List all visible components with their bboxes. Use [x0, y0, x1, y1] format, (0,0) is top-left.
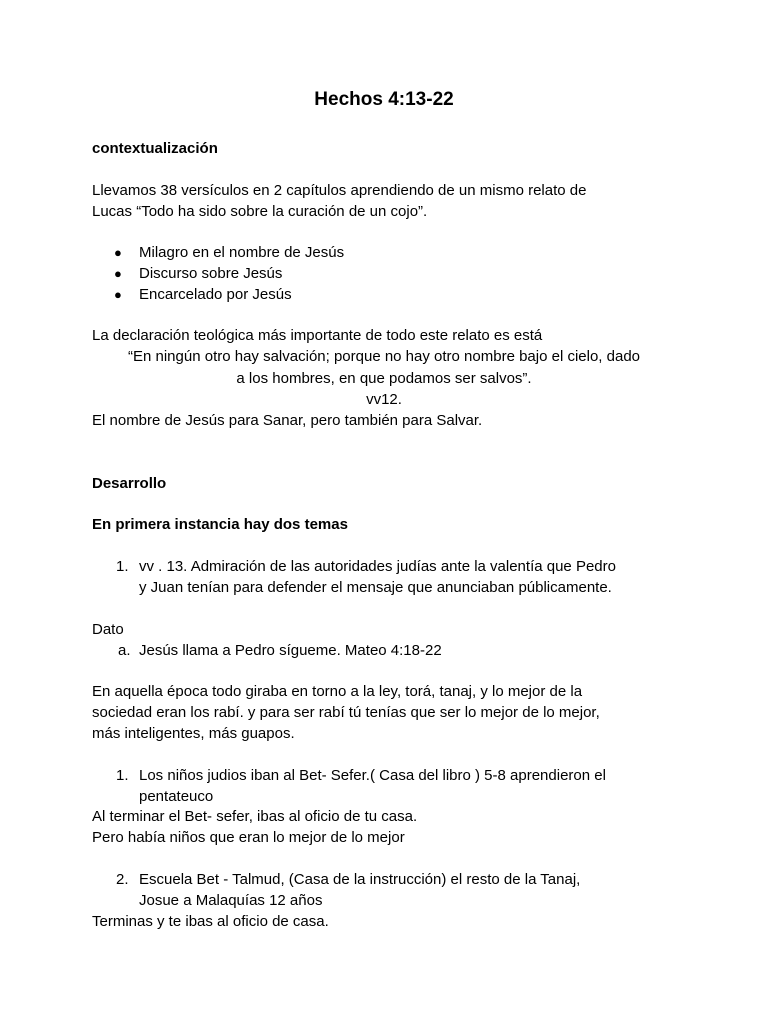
epoch-line-2: sociedad eran los rabí. y para ser rabí tú tenías que ser lo mejor de lo mejor, [92, 704, 600, 721]
intro-line-1: Llevamos 38 versículos en 2 capítulos aprendiendo de un mismo relato de [92, 182, 587, 199]
intro-line-2: Lucas “Todo ha sido sobre la curación de un cojo”. [92, 203, 428, 220]
list-number: 1. [116, 767, 129, 784]
quote-line-1: “En ningún otro hay salvación; porque no hay otro nombre bajo el cielo, dado [128, 348, 640, 365]
list-letter: a. [118, 642, 131, 659]
development-heading: Desarrollo [92, 475, 167, 492]
epoch-line-3: más inteligentes, más guapos. [92, 725, 295, 742]
numbered-text-line-1: vv . 13. Admiración de las autoridades judías ante la valentía que Pedro [139, 558, 616, 575]
bullet-marker: ● [114, 245, 122, 260]
document-title: Hechos 4:13-22 [314, 89, 454, 110]
numbered-text-line-2: Josue a Malaquías 12 años [139, 892, 323, 909]
numbered-text-line-2: y Juan tenían para defender el mensaje que anunciaban públicamente. [139, 579, 612, 596]
quote-line-2: a los hombres, en que podamos ser salvos”. [236, 370, 532, 387]
after-school-line-1: Al terminar el Bet- sefer, ibas al oficio de tu casa. [92, 808, 418, 825]
lettered-text: Jesús llama a Pedro sígueme. Mateo 4:18-22 [139, 642, 442, 659]
list-number: 2. [116, 871, 129, 888]
numbered-text-line-2: pentateuco [139, 788, 214, 805]
themes-heading: En primera instancia hay dos temas [92, 516, 348, 533]
bullet-marker: ● [114, 266, 122, 281]
bullet-marker: ● [114, 287, 122, 302]
quote-reference: vv12. [366, 391, 402, 408]
numbered-text-line-1: Escuela Bet - Talmud, (Casa de la instrucción) el resto de la Tanaj, [139, 871, 581, 888]
context-heading: contextualización [92, 140, 218, 157]
dato-label: Dato [92, 621, 124, 638]
numbered-text-line-1: Los niños judios iban al Bet- Sefer.( Casa del libro ) 5-8 aprendieron el [139, 767, 606, 784]
name-line: El nombre de Jesús para Sanar, pero también para Salvar. [92, 412, 483, 429]
bullet-text: Encarcelado por Jesús [139, 286, 292, 303]
list-number: 1. [116, 558, 129, 575]
closing-line: Terminas y te ibas al oficio de casa. [92, 913, 329, 930]
after-school-line-2: Pero había niños que eran lo mejor de lo mejor [92, 829, 405, 846]
declaration-line: La declaración teológica más importante de todo este relato es está [92, 327, 543, 344]
epoch-line-1: En aquella época todo giraba en torno a la ley, torá, tanaj, y lo mejor de la [92, 683, 583, 700]
bullet-text: Discurso sobre Jesús [139, 265, 283, 282]
bullet-text: Milagro en el nombre de Jesús [139, 244, 345, 261]
